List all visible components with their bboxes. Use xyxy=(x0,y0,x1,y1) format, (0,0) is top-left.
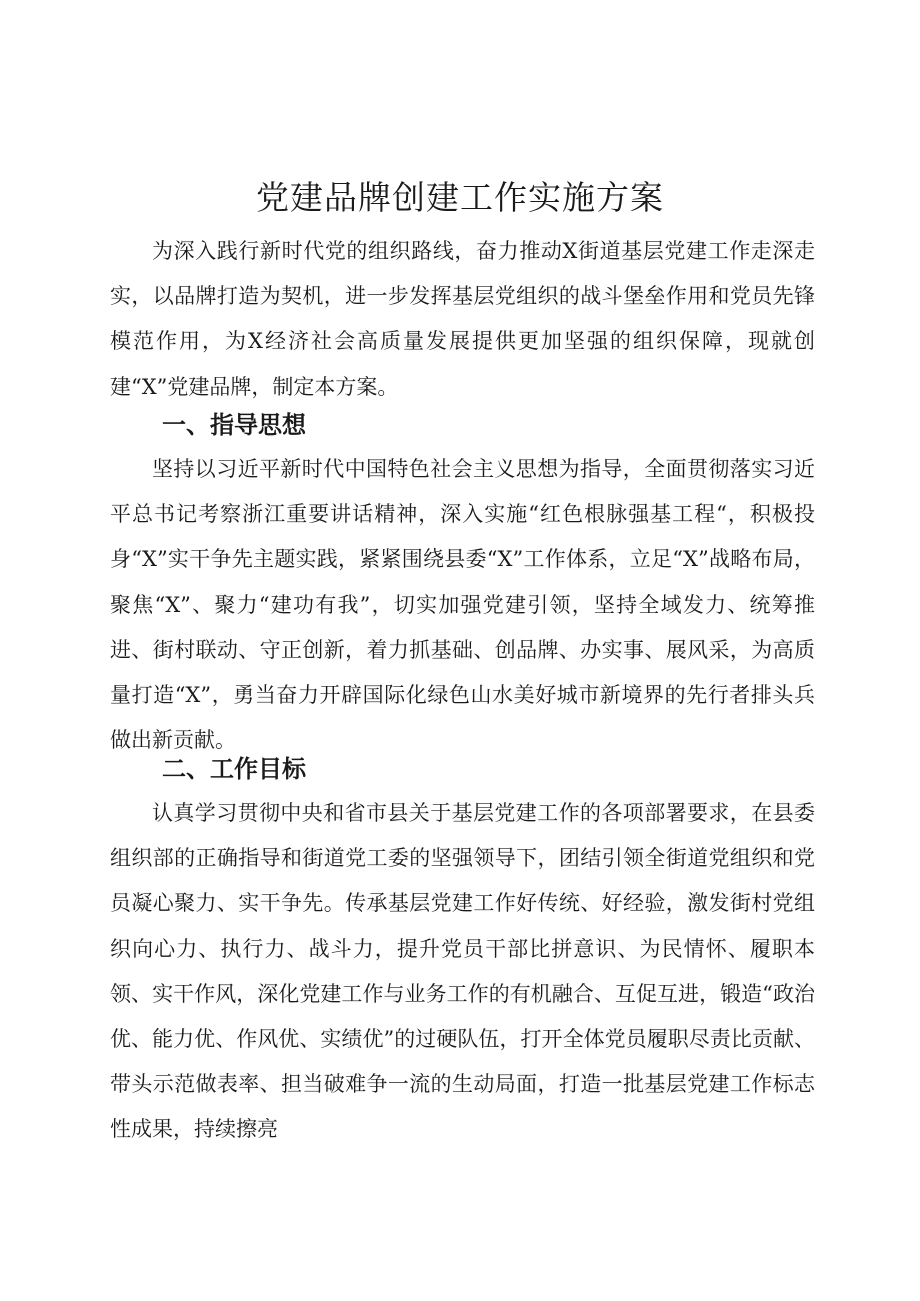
section-body-work-goals: 认真学习贯彻中央和省市县关于基层党建工作的各项部署要求，在县委组织部的正确指导和街道党工委的坚强领导下，团结引领全街道党组织和党员凝心聚力、实干争先。传承基层党建工作好传统、好经验，激发街村党组织向心力、执行力、战斗力，提升党员干部比拼意识、为民情怀、履职本领、实干作风，深化党建工作与业务工作的有机融合、互促互进，锻造“政治优、能力优、作风优、实绩优”的过硬队伍，打开全体党员履职尽责比贡献、带头示范做表率、担当破难争一流的生动局面，打造一批基层党建工作标志性成果，持续擦亮 xyxy=(110,801,815,1142)
intro-paragraph: 为深入践行新时代党的组织路线，奋力推动X街道基层党建工作走深走实，以品牌打造为契机，进一步发挥基层党组织的战斗堡垒作用和党员先锋模范作用，为X经济社会高质量发展提供更加坚强的组织保障，现就创建“X”党建品牌，制定本方案。 xyxy=(110,239,815,399)
section-heading-work-goals: 二、工作目标 xyxy=(162,755,306,783)
section-heading-guiding-ideology: 一、指导思想 xyxy=(162,411,306,439)
section-body-guiding-ideology: 坚持以习近平新时代中国特色社会主义思想为指导，全面贯彻落实习近平总书记考察浙江重要讲话精神，深入实施“红色根脉强基工程“，积极投身“X”实干争先主题实践，紧紧围绕县委“X”工作体系，立足“X”战略布局，聚焦“X”、聚力“建功有我”，切实加强党建引领，坚持全域发力、统筹推进、街村联动、守正创新，着力抓基础、创品牌、办实事、展风采，为高质量打造“X”，勇当奋力开辟国际化绿色山水美好城市新境界的先行者排头兵做出新贡献。 xyxy=(110,457,815,753)
document-title: 党建品牌创建工作实施方案 xyxy=(256,178,664,217)
